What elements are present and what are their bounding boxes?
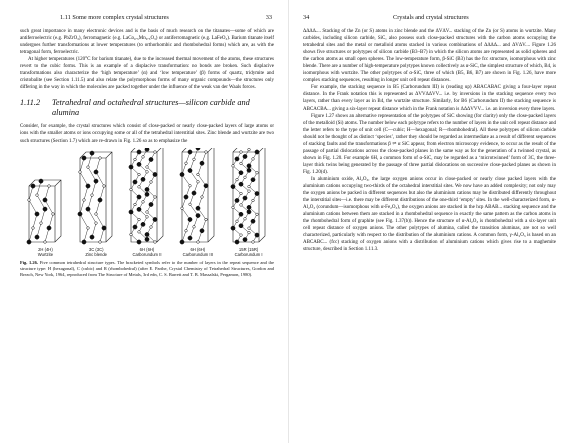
silicon-atom xyxy=(27,239,31,243)
silicon-atom xyxy=(145,192,149,196)
carbon-atom xyxy=(154,150,157,153)
silicon-atom xyxy=(145,232,149,236)
carbon-atom xyxy=(48,184,51,187)
carbon-atom xyxy=(240,192,243,195)
bond-line xyxy=(29,200,37,214)
structure-name: Wurtzite xyxy=(37,251,54,257)
silicon-atom xyxy=(196,148,200,150)
caption-label: Fig. 1.26. xyxy=(20,259,39,265)
carbon-atom xyxy=(130,233,133,236)
silicon-atom xyxy=(235,156,239,160)
carbon-atom xyxy=(87,226,90,229)
silicon-atom xyxy=(239,223,243,227)
silicon-atom xyxy=(247,168,251,172)
carbon-atom xyxy=(232,206,235,209)
silicon-atom xyxy=(98,197,102,201)
carbon-atom xyxy=(99,156,102,159)
carbon-atom xyxy=(138,185,141,188)
carbon-atom xyxy=(134,158,137,161)
silicon-atom xyxy=(137,239,141,243)
carbon-atom xyxy=(130,188,133,191)
silicon-atom xyxy=(251,219,255,223)
silicon-atom xyxy=(149,202,153,206)
carbon-atom xyxy=(154,195,157,198)
silicon-atom xyxy=(39,179,43,183)
bond-line xyxy=(45,200,53,214)
silicon-atom xyxy=(188,236,192,240)
silicon-atom xyxy=(35,211,39,215)
silicon-atom xyxy=(204,183,208,187)
carbon-atom xyxy=(197,173,200,176)
silicon-atom xyxy=(43,207,47,211)
silicon-atom xyxy=(133,224,137,228)
carbon-atom xyxy=(146,165,149,168)
silicon-atom xyxy=(239,182,243,186)
silicon-atom xyxy=(86,183,90,187)
structure-sketch xyxy=(180,148,214,244)
carbon-atom xyxy=(236,178,239,181)
carbon-atom xyxy=(28,198,31,201)
silicon-atom xyxy=(145,187,149,191)
silicon-atom xyxy=(231,184,235,188)
silicon-atom xyxy=(145,148,149,151)
page-number: 33 xyxy=(265,14,272,21)
figure-label xyxy=(20,247,71,257)
silicon-atom xyxy=(235,239,239,243)
bond-line xyxy=(88,167,96,181)
silicon-atom xyxy=(200,228,204,232)
structure-name: Carborundum II xyxy=(132,251,162,257)
paragraph: For example, the stacking sequence in B5 (Carborundum III) is (reading up) ABACABAC giving a four-layer repeat distance. In the Frank notation this is represented as ΔVVΔΔVV... i.e. by inversions in the stacking sequence every two layers, rather than every layer as in B4, the wurtzite structure. Similarly, for B6 (Carborundum II) the stacking sequence is ABCACBA... giving a six-layer repeat distance which in the Frank notation is ΔΔΔVVV... i.e. an inversion every three layers. xyxy=(303,85,556,112)
carbon-atom xyxy=(185,229,188,232)
silicon-atom xyxy=(137,162,141,166)
silicon-atom xyxy=(94,169,98,173)
structure-code: 6H (6H) xyxy=(190,246,206,252)
carbon-atom xyxy=(189,184,192,187)
structure-code: 6H (6H) xyxy=(139,246,155,252)
carbon-atom xyxy=(193,225,196,228)
bond-line xyxy=(96,214,104,228)
carbon-atom xyxy=(189,203,192,206)
silicon-atom xyxy=(247,205,251,209)
silicon-atom xyxy=(90,151,94,155)
structure-name: Carborundum I xyxy=(234,251,263,257)
silicon-atom xyxy=(192,191,196,195)
running-title: 1.11 Some more complex crystal structures xyxy=(60,14,169,21)
silicon-atom xyxy=(196,206,200,210)
running-title: Crystals and crystal structures xyxy=(393,14,469,21)
carbon-atom xyxy=(142,200,145,203)
silicon-atom xyxy=(129,209,133,213)
figure-label xyxy=(71,247,122,257)
structure-code: 3C (3C) xyxy=(88,246,104,252)
silicon-atom xyxy=(90,235,94,239)
carbon-atom xyxy=(248,231,251,234)
carbon-atom xyxy=(79,170,82,173)
silicon-atom xyxy=(86,207,90,211)
silicon-atom xyxy=(153,172,157,176)
paragraph: At higher temperatures (120°C for barium titanate), due to the increased thermal movement of the atoms, these structures revert to the cubic forms. This is an example of a displacive transformation: no bonds are broken. Such displacive transformations also characterize the ‘high temperature’ (α) and ‘low temperature’ (β) forms of quartz, tridymite and cristobalite (see Section 1.11.5) and also relate the polymorphous forms of many organic compounds—the structures only differing in the way in which the molecules are packed together under the influence of the weak van der Waals forces. xyxy=(20,57,274,91)
structure-name: Carborundum III xyxy=(182,251,213,257)
silicon-atom xyxy=(196,213,200,217)
right-page-header xyxy=(303,14,556,22)
carbon-atom xyxy=(146,210,149,213)
silicon-atom xyxy=(255,233,259,237)
silicon-atom xyxy=(255,191,259,195)
silicon-atom xyxy=(251,177,255,181)
crystal-structures-figure xyxy=(20,148,274,246)
carbon-atom xyxy=(256,213,259,216)
silicon-atom xyxy=(31,183,35,187)
carbon-atom xyxy=(201,195,204,198)
carbon-atom xyxy=(236,219,239,222)
carbon-atom xyxy=(103,184,106,187)
left-page-header xyxy=(20,14,274,22)
silicon-atom xyxy=(137,149,141,153)
silicon-atom xyxy=(247,209,251,213)
silicon-atom xyxy=(239,212,243,216)
figure-caption xyxy=(20,260,274,279)
figure-label xyxy=(122,247,173,257)
bond-line xyxy=(96,172,104,186)
paragraph: Figure 1.27 shows an alternative representation of the polytypes of SiC showing (for clarity) only the close-packed layers of the metalloid (Si) atoms. The number below each polytype refers to the number of layers in the unit cell repeat distance and the letter refers to the type of unit cell (C—cubic; H—hexagonal; R—rhombohedral). All these polytypes of silicon carbide should not be thought of as distinct ‘species’, rather they should be regarded as intermediate as a result of different sequences of stacking faults and the transformations β ⇌ α SiC appear, from electron microscopy evidence, to occur as the result of the passage of partial dislocations across the close-packed planes in the same way as for the generation of a twinned crystal, as shown in Fig. 1.20. For example 6H, a common form of α-SiC, may be regarded as a ‘microtwinned’ form of 3C, the three-layer thick twins being generated by the passage of three partial dislocations on successive close-packed planes as shown in Fig. 1.20(d). xyxy=(303,113,556,175)
carbon-atom xyxy=(134,203,137,206)
silicon-atom xyxy=(239,170,243,174)
silicon-atom xyxy=(141,177,145,181)
carbon-atom xyxy=(52,212,55,215)
carbon-atom xyxy=(252,157,255,160)
carbon-atom xyxy=(197,180,200,183)
silicon-atom xyxy=(47,225,51,229)
carbon-atom xyxy=(252,199,255,202)
carbon-atom xyxy=(181,207,184,210)
silicon-atom xyxy=(188,168,192,172)
section-title: Tetrahedral and octahedral structures—silicon carbide and alumina xyxy=(52,98,250,118)
carbon-atom xyxy=(150,180,153,183)
carbon-atom xyxy=(95,221,98,224)
carbon-atom xyxy=(150,225,153,228)
carbon-atom xyxy=(240,150,243,153)
carbon-atom xyxy=(240,203,243,206)
carbon-atom xyxy=(248,185,251,188)
tetrahedral-structures-diagram xyxy=(20,148,274,246)
silicon-atom xyxy=(133,179,137,183)
silicon-atom xyxy=(149,157,153,161)
silicon-atom xyxy=(102,225,106,229)
silicon-atom xyxy=(200,161,204,165)
figure-label xyxy=(172,247,223,257)
carbon-atom xyxy=(44,240,47,243)
structure-sketch xyxy=(78,151,112,244)
carbon-atom xyxy=(244,217,247,220)
carbon-atom xyxy=(248,148,251,151)
silicon-atom xyxy=(180,172,184,176)
silicon-atom xyxy=(184,194,188,198)
bond-line xyxy=(37,195,45,209)
carbon-atom xyxy=(205,150,208,153)
structure-code: 15R (15R) xyxy=(238,246,259,252)
structure-sketch xyxy=(129,148,163,244)
carbon-atom xyxy=(32,226,35,229)
paragraph: Consider, for example, the crystal structures which consist of close-packed or nearly close-packed layers of large atoms or ions with the smaller atoms or ions occupying some or all of the tetrahedral interstitial sites. Zinc blende and wurtzite are two such structures (Section 1.7) which are re-drawn in Fig. 1.26 so as to emphasize the xyxy=(20,124,274,144)
right-page xyxy=(288,0,576,443)
structure-sketch xyxy=(27,179,61,244)
silicon-atom xyxy=(43,197,47,201)
silicon-atom xyxy=(180,239,184,243)
carbon-atom xyxy=(146,215,149,218)
carbon-atom xyxy=(142,155,145,158)
structure-sketch xyxy=(231,148,265,244)
carbon-atom xyxy=(197,240,200,243)
silicon-atom xyxy=(231,226,235,230)
silicon-atom xyxy=(129,164,133,168)
figure-label xyxy=(223,247,274,257)
silicon-atom xyxy=(153,217,157,221)
section-heading xyxy=(20,98,274,118)
paragraph: ΔΔΔΔ.... Stacking of the Zn (or S) atoms in zinc blende and the ΔVΔV... stacking of the Zn (or S) atoms in wurtzite. Many carbides, including silicon carbide, SiC, also possess such close-packed structures with the carbon atoms occupying the tetrahedral sites and the metal or metalloid atoms stacked in various combinations of ΔΔΔΔ... and ΔVΔV.... Figure 1.26 shows five structures or polytypes of silicon carbide (B3–B7) in which the silicon atoms are represented as solid spheres and the carbon atoms as small open spheres. The low-temperature form, β-SiC (B3) has the fcc structure, isomorphous with zinc blende. There are a number of high-temperature polytypes known collectively as α-SiC, the simplest structure of which, B4, is isomorphous with wurtzite. The other polytypes of α-SiC, three of which (B5, B6, B7) are shown in Fig. 1.26, have more complex stacking sequences, resulting in longer unit cell repeat distances. xyxy=(303,29,556,84)
carbon-atom xyxy=(40,221,43,224)
silicon-atom xyxy=(188,149,192,153)
silicon-atom xyxy=(243,154,247,158)
paragraph: such great importance in many electronic devices and is the basis of much research on the titanates—some of which are antiferroelectric (e.g. PbZrO₃), ferromagnetic (e.g. LaCo₀.₅Mn₀.₅O₃) or antiferromagnetic (e.g. LaFeO₃). Barium titanate itself undergoes further transformations at lower temperatures (to orthorhombic and rhombohedral forms) which are, as with the tetragonal form, ferroelectric. xyxy=(20,29,274,56)
silicon-atom xyxy=(243,237,247,241)
carbon-atom xyxy=(138,218,141,221)
page-number: 34 xyxy=(303,14,310,21)
silicon-atom xyxy=(188,217,192,221)
carbon-atom xyxy=(248,226,251,229)
figure-labels xyxy=(20,247,274,257)
carbon-atom xyxy=(146,170,149,173)
silicon-atom xyxy=(78,211,82,215)
silicon-atom xyxy=(235,198,239,202)
silicon-atom xyxy=(82,239,86,243)
carbon-atom xyxy=(248,189,251,192)
silicon-atom xyxy=(247,163,251,167)
carbon-atom xyxy=(91,193,94,196)
silicon-atom xyxy=(137,207,141,211)
carbon-atom xyxy=(256,171,259,174)
carbon-atom xyxy=(185,162,188,165)
carbon-atom xyxy=(99,240,102,243)
silicon-atom xyxy=(94,179,98,183)
carbon-atom xyxy=(154,240,157,243)
carbon-atom xyxy=(87,165,90,168)
silicon-atom xyxy=(35,235,39,239)
bond-line xyxy=(88,209,96,223)
bond-line xyxy=(80,172,88,186)
silicon-atom xyxy=(137,194,141,198)
silicon-atom xyxy=(141,222,145,226)
carbon-atom xyxy=(232,164,235,167)
silicon-atom xyxy=(145,237,149,241)
carbon-atom xyxy=(244,176,247,179)
section-number: 1.11.2 xyxy=(20,98,41,108)
structure-code: 2H (4H) xyxy=(38,246,53,252)
bond-line xyxy=(80,214,88,228)
carbon-atom xyxy=(138,230,141,233)
silicon-atom xyxy=(82,155,86,159)
carbon-atom xyxy=(138,173,141,176)
paragraph: In aluminium oxide, Al₂O₃, the large oxygen anions occur in close-packed or nearly close packed layers with the aluminium cations occupying two-thirds of the octahedral interstitial sites. We now have an added complexity; not only may the oxygen anions be packed in different sequences but also the aluminium cations may be distributed differently throughout the interstitial sites—i.e. there may be different distributions of the one-third ‘empty’ sites. In the well-characterized form, α-Al₂O₃ (corundum—isomorphous with α-Fe₂O₃), the oxygen anions are stacked in the hcp ABAB... stacking sequence and the aluminium cations between them are stacked in a rhombohedral sequence in exactly the same pattern as the carbon atoms in the rhombohedral form of graphite (see Fig. 1.37(b)). Hence the structure of α-Al₂O₃ is rhombohedral with a six-layer unit cell repeat distance of oxygen anions. The other polytypes of alumina, called the transition aluminas, are not so well characterized, particularly with respect to the distribution of the aluminium cations. A common form, γ-Al₂O₃ is based on an ABCABC... (fcc) stacking of oxygen anions with a distribution of aluminium cations which gives rise to a maghemite structure, described in Section 1.11.3. xyxy=(303,176,556,253)
carbon-atom xyxy=(240,233,243,236)
carbon-atom xyxy=(193,158,196,161)
carbon-atom xyxy=(36,193,39,196)
caption-text: Five common tetrahedral structure types. The bracketed symbols refer to the number of layers in the repeat sequence and the structure type: H (hexagonal), C (cubic) and R (rhombohedral) (after E. Parthe, Crystal Chemistry of Tetrahedral Structures, Gordon and Breach, New York, 1964, reproduced from The Structure of Metals, 3rd edn, C. S. Barrett and T. B. Massalski, Pergamon, 1980). xyxy=(20,259,275,278)
silicon-atom xyxy=(243,196,247,200)
carbon-atom xyxy=(205,218,208,221)
silicon-atom xyxy=(255,149,259,153)
structure-name: Zinc blende xyxy=(85,251,108,257)
carbon-atom xyxy=(83,198,86,201)
carbon-atom xyxy=(252,240,255,243)
carbon-atom xyxy=(240,162,243,165)
carbon-atom xyxy=(95,212,98,215)
